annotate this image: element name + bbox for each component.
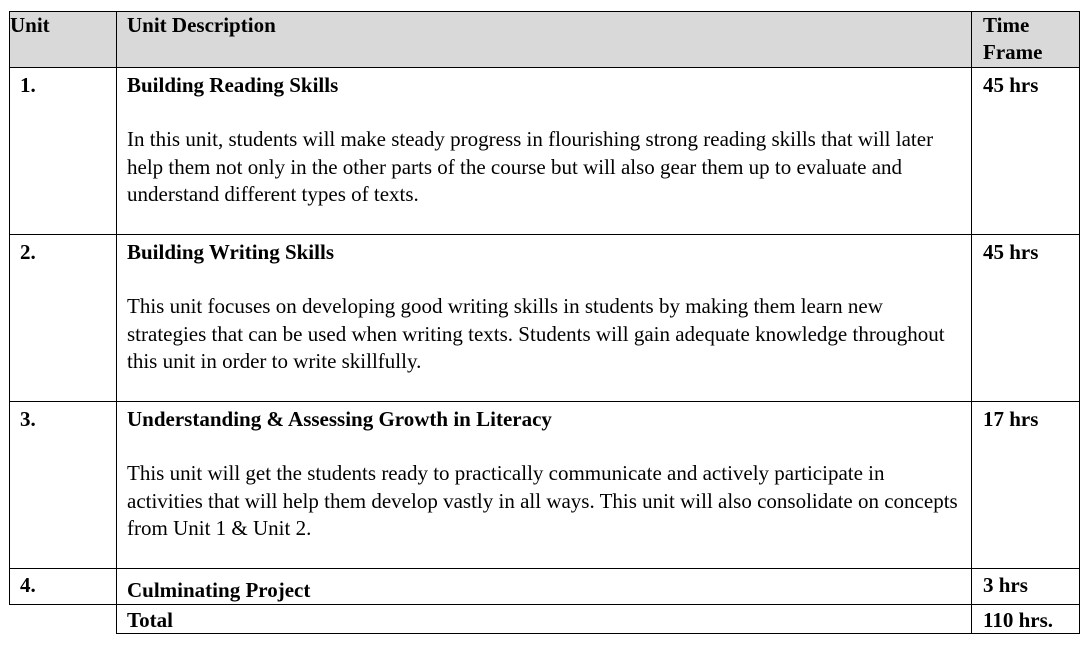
unit-number: 2.: [10, 235, 117, 402]
unit-description-cell: [117, 402, 972, 569]
header-row: [10, 12, 1080, 68]
table-row: [10, 402, 1080, 569]
unit-number: 4.: [10, 569, 117, 605]
unit-time: 45 hrs: [972, 68, 1080, 235]
header-description: Unit Description: [117, 12, 972, 68]
unit-text: This unit will get the students ready to practically communicate and actively participate in activities that will help them develop vastly in all ways. This unit will also consolidate on concepts from Unit 1 & Unit 2.: [127, 461, 958, 540]
unit-text: This unit focuses on developing good writing skills in students by making them learn new strategies that can be used when writing texts. Students will gain adequate knowledge throughout this unit in order to write skillfully.: [127, 294, 945, 373]
table-row: [10, 235, 1080, 402]
unit-table: [9, 11, 1080, 634]
unit-time: 45 hrs: [972, 235, 1080, 402]
total-time: 110 hrs.: [972, 605, 1080, 634]
unit-text: In this unit, students will make steady progress in flourishing strong reading skills that will later help them not only in the other parts of the course but will also gear them up to evaluate and understand different types of texts.: [127, 127, 934, 206]
unit-description-cell: [117, 68, 972, 235]
total-row: [10, 605, 1080, 634]
total-empty-cell: [10, 605, 117, 634]
header-unit: Unit: [10, 12, 117, 68]
unit-title: Building Reading Skills: [127, 73, 339, 97]
unit-title: Understanding & Assessing Growth in Literacy: [127, 407, 552, 431]
unit-number: 3.: [10, 402, 117, 569]
unit-time: 3 hrs: [972, 569, 1080, 605]
table-row: [10, 569, 1080, 605]
unit-title: Building Writing Skills: [127, 240, 334, 264]
unit-description-cell: [117, 235, 972, 402]
total-label: Total: [117, 605, 972, 634]
unit-number: 1.: [10, 68, 117, 235]
header-time-frame: Time Frame: [972, 12, 1080, 68]
table-row: [10, 68, 1080, 235]
unit-title: Culminating Project: [117, 569, 972, 605]
unit-time: 17 hrs: [972, 402, 1080, 569]
